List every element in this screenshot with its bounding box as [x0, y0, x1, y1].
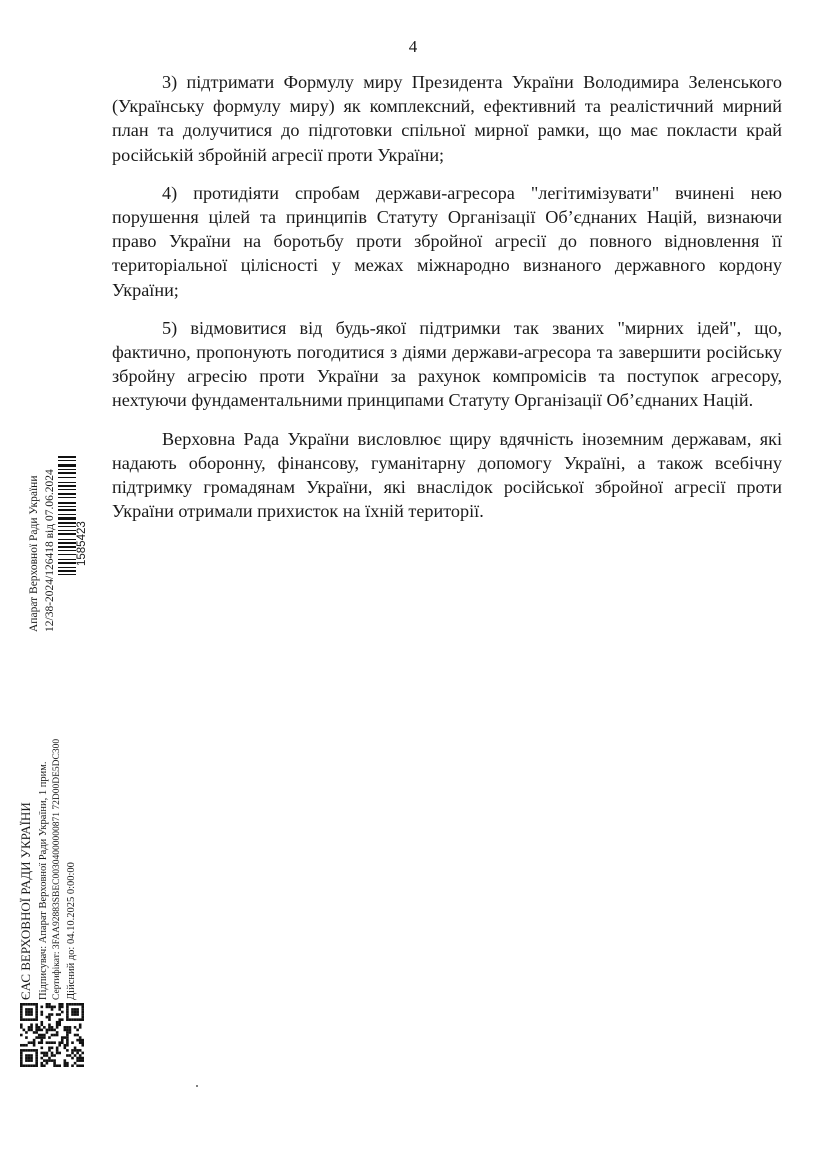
paragraph-item-5: 5) відмовитися від будь-якої підтримки так званих "мирних ідей", що, фактично, пропонують погодитися з діями держави-агресора та завершити російську збройну агресію проти України за рахунок компромісів та поступок агресору, нехтуючи фундаментальними принципами Статуту Організації Об’єднаних Націй. — [112, 317, 782, 411]
scan-speck — [196, 1085, 198, 1087]
signature-system-title: ЄАС ВЕРХОВНОЇ РАДИ УКРАЇНИ — [18, 802, 33, 1000]
registration-number-label: 12/38-2024/126418 від 07.06.2024 — [44, 469, 56, 632]
paragraph-gratitude: Верховна Рада України висловлює щиру вдячність іноземним державам, які надають оборонну, фінансову, гуманітарну допомогу Україні, а також всебічну підтримку громадянам України, які внаслідок російської збройної агресії проти України отримали прихисток на їхній території. — [112, 428, 782, 522]
registration-barcode — [58, 456, 76, 606]
barcode-number: 1585423 — [76, 521, 88, 566]
page-number: 4 — [408, 37, 418, 56]
signature-signer-label: Підписувач: Апарат Верховної Ради України, 1 прим. — [38, 761, 49, 1000]
document-body — [112, 70, 782, 537]
paragraph-item-3: 3) підтримати Формулу миру Президента України Володимира Зеленського (Українську формулу миру) як комплексний, ефективний та реалістичний мирний план та долучитися до підготовки спільної мирної рамки, що має покласти край російській збройній агресії проти України; — [112, 72, 782, 165]
registration-office-label: Апарат Верховної Ради України — [28, 475, 40, 632]
signature-valid-until-label: Дійсний до: 04.10.2025 0:00:00 — [66, 862, 77, 1000]
signature-certificate-label: Сертифікат: 3FAA92883SBEC00304000000871 72D00DE5DC300 — [52, 738, 62, 1000]
paragraph-item-4: 4) протидіяти спробам держави-агресора "легітимізувати" вчинені нею порушення цілей та принципів Статуту Організації Об’єднаних Націй, визнаючи право України на боротьбу проти збройної агресії до повного відновлення її територіальної цілісності у межах міжнародно визнаного державного кордону України; — [112, 182, 782, 300]
qr-code-icon — [20, 1003, 84, 1067]
